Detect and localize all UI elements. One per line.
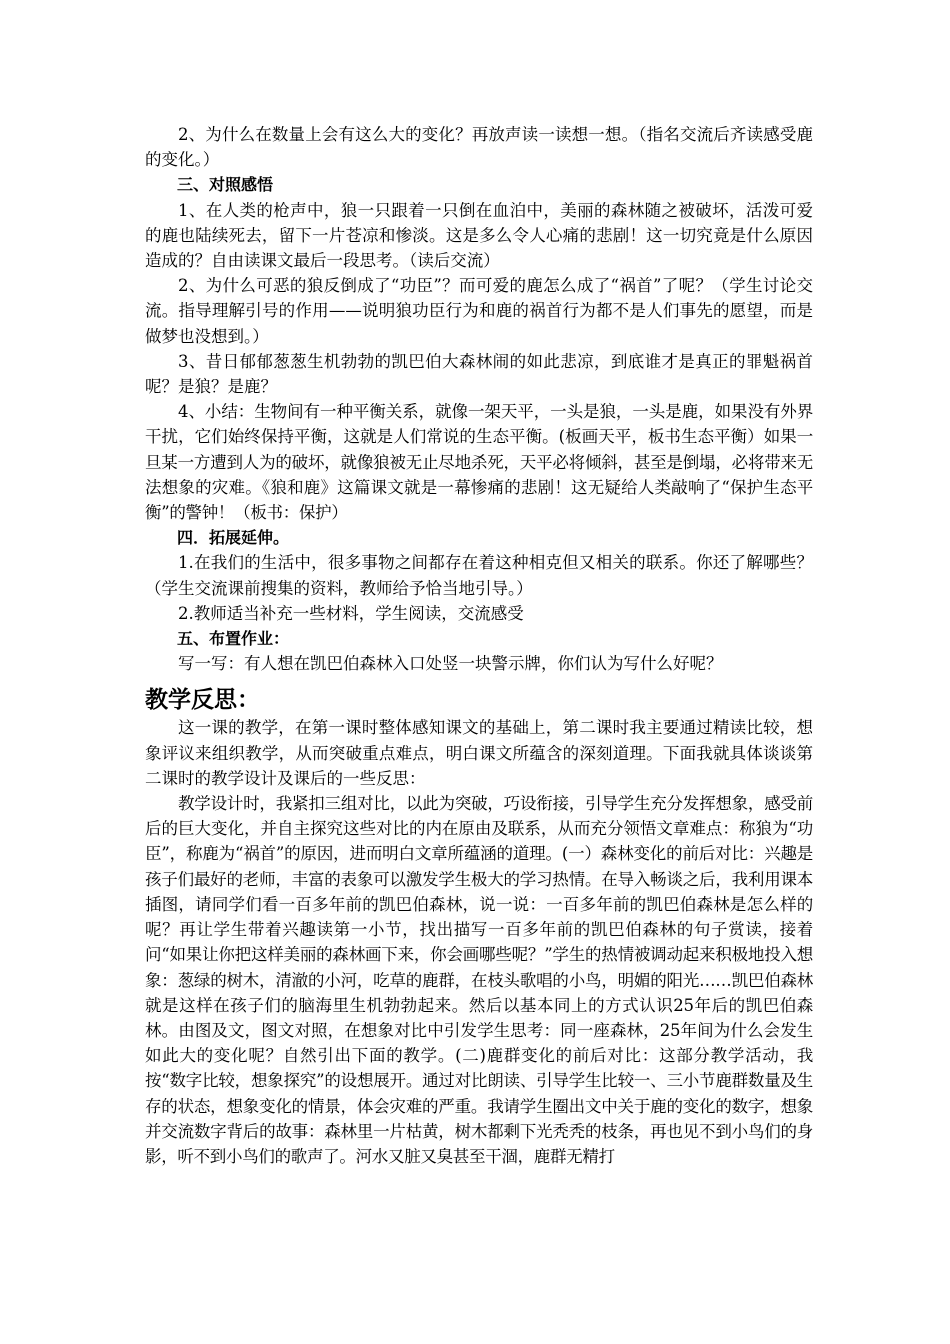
paragraph-3-4: 4、小结：生物间有一种平衡关系，就像一架天平，一头是狼，一头是鹿，如果没有外界干扰，它们始终保持平衡，这就是人们常说的生态平衡。(板画天平，板书生态平衡）如果一旦某一方遭到人为的破坏，就像狼被无止尽地杀死，天平必将倾斜，甚至是倒塌，必将带来无法想象的灾难。《狼和鹿》这篇课文就是一幕惨痛的悲剧！这无疑给人类敲响了“保护生态平衡”的警钟！（板书：保护） xyxy=(145,402,813,523)
paragraph-2: 2、为什么在数量上会有这么大的变化？再放声读一读想一想。（指名交流后齐读感受鹿的变化。） xyxy=(145,125,813,170)
document-page xyxy=(145,122,813,1169)
paragraph-3-1: 1、在人类的枪声中，狼一只跟着一只倒在血泊中，美丽的森林随之被破坏，活泼可爱的鹿也陆续死去，留下一片苍凉和惨淡。这是多么令人心痛的悲剧！这一切究竟是什么原因造成的？自由读课文最后一段思考。（读后交流） xyxy=(145,200,813,271)
reflection-paragraph-2: 教学设计时，我紧扣三组对比，以此为突破，巧设衔接，引导学生充分发挥想象，感受前后的巨大变化，并自主探究这些对比的内在原由及联系，从而充分领悟文章难点：称狼为“功臣”，称鹿为“祸首”的原因，进而明白文章所蕴涵的道理。(一）森林变化的前后对比：兴趣是孩子们最好的老师，丰富的表象可以激发学生极大的学习热情。在导入畅谈之后，我利用课本插图，请同学们看一百多年前的凯巴伯森林，说一说：一百多年前的凯巴伯森林是怎么样的呢？再让学生带着兴趣读第一小节，找出描写一百多年前的凯巴伯森林的句子赏读，接着问“如果让你把这样美丽的森林画下来，你会画哪些呢？”学生的热情被调动起来积极地投入想象：葱绿的树木，清澈的小河，吃草的鹿群，在枝头歌唱的小鸟，明媚的阳光……凯巴伯森林就是这样在孩子们的脑海里生机勃勃起来。然后以基本同上的方式认识25年后的凯巴伯森林。由图及文，图文对照，在想象对比中引发学生思考：同一座森林，25年间为什么会发生如此大的变化呢？自然引出下面的教学。(二)鹿群变化的前后对比：这部分教学活动，我按“数字比较，想象探究”的设想展开。通过对比朗读、引导学生比较一、三小节鹿群数量及生存的状态，想象变化的情景，体会灾难的严重。我请学生圈出文中关于鹿的变化的数字，想象并交流数字背后的故事：森林里一片枯黄，树木都剩下光秃秃的枝条，再也见不到小鸟们的身影，听不到小鸟们的歌声了。河水又脏又臭甚至干涸，鹿群无精打 xyxy=(145,794,813,1166)
heading-section-5: 五、布置作业： xyxy=(177,629,290,649)
heading-section-4: 四．拓展延伸。 xyxy=(177,528,290,548)
heading-section-3: 三、对照感悟 xyxy=(177,175,274,195)
paragraph-3-2: 2、为什么可恶的狼反倒成了“功臣”？而可爱的鹿怎么成了“祸首”了呢？（学生讨论交流。指导理解引号的作用——说明狼功臣行为和鹿的祸首行为都不是人们事先的愿望，而是做梦也没想到。） xyxy=(145,276,813,346)
reflection-title: 教学反思： xyxy=(145,687,260,714)
paragraph-4-2: 2.教师适当补充一些材料，学生阅读，交流感受 xyxy=(178,603,524,623)
reflection-paragraph-1: 这一课的教学，在第一课时整体感知课文的基础上，第二课时我主要通过精读比较，想象评议来组织教学，从而突破重点难点，明白课文所蕴含的深刻道理。下面我就具体谈谈第二课时的教学设计及课后的一些反思： xyxy=(145,718,813,788)
paragraph-5-1: 写一写：有人想在凯巴伯森林入口处竖一块警示牌，你们认为写什么好呢？ xyxy=(178,654,723,674)
paragraph-4-1: 1.在我们的生活中，很多事物之间都存在着这种相克但又相关的联系。你还了解哪些？（学生交流课前搜集的资料，教师给予恰当地引导。） xyxy=(145,553,813,598)
paragraph-3-3: 3、昔日郁郁葱葱生机勃勃的凯巴伯大森林闹的如此悲凉，到底谁才是真正的罪魁祸首呢？是狼？是鹿？ xyxy=(145,351,813,397)
